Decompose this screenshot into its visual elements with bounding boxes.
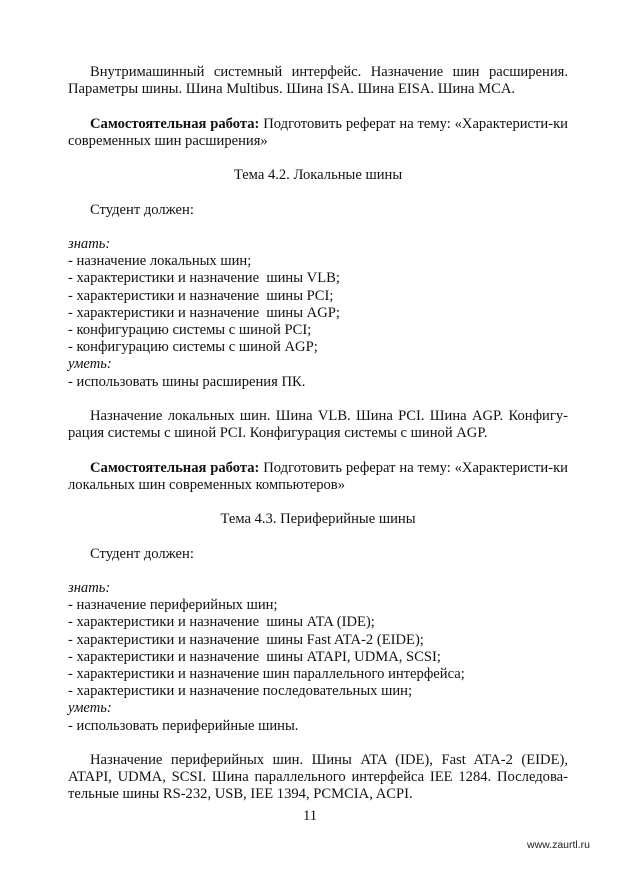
intro-paragraph: Внутримашинный системный интерфейс. Назначение шин расширения. Параметры шины. Шина Multibus. Шина ISA. Шина EISA. Шина MCA. [68, 64, 568, 98]
section-title: Тема 4.2. Локальные шины [233, 167, 403, 184]
can-label: уметь: [68, 700, 112, 717]
student-heading: Студент должен: [90, 201, 194, 218]
topic-paragraph: Назначение локальных шин. Шина VLB. Шина PCI. Шина AGP. Конфигу-рация системы с шиной PCI. Конфигурация системы с шиной AGP. [68, 407, 568, 442]
list-item: - использовать шины расширения ПК. [68, 373, 306, 390]
list-item: - характеристики и назначение шины VLB; [68, 270, 340, 287]
list-item: - конфигурацию системы с шиной PCI; [68, 321, 312, 338]
self-work-text: Подготовить реферат на тему: «Характеристи-ки современных шин расширения» [68, 115, 568, 149]
document-body [68, 64, 568, 804]
page-number: 11 [302, 808, 318, 824]
self-work-label: Самостоятельная работа: [90, 459, 260, 476]
student-heading: Студент должен: [90, 545, 194, 562]
self-work-label: Самостоятельная работа: [90, 115, 260, 132]
know-label: знать: [68, 579, 111, 596]
self-work-paragraph [68, 460, 568, 494]
self-work-paragraph [68, 116, 568, 150]
list-item: - характеристики и назначение шины AGP; [68, 304, 340, 321]
list-item: - характеристики и назначение последовательных шин; [68, 683, 413, 700]
list-item: - характеристики и назначение шины ATA (IDE); [68, 614, 375, 631]
section-title: Тема 4.3. Периферийные шины [220, 511, 416, 528]
know-list [68, 580, 568, 735]
list-item: - характеристики и назначение шины Fast ATA-2 (EIDE); [68, 631, 424, 648]
list-item: - назначение периферийных шин; [68, 597, 278, 614]
list-item: - характеристики и назначение шин параллельного интерфейса; [68, 665, 465, 682]
self-work-text: Подготовить реферат на тему: «Характеристи-ки локальных шин современных компьютеров» [68, 459, 568, 493]
know-list [68, 236, 568, 391]
list-item: - характеристики и назначение шины PCI; [68, 287, 334, 304]
list-item: - характеристики и назначение шины ATAPI, UDMA, SCSI; [68, 648, 441, 665]
list-item: - конфигурацию системы с шиной AGP; [68, 339, 318, 356]
list-item: - использовать периферийные шины. [68, 717, 299, 734]
can-label: уметь: [68, 356, 112, 373]
footer-url: www.zaurtl.ru [526, 839, 590, 851]
know-label: знать: [68, 235, 111, 252]
list-item: - назначение локальных шин; [68, 253, 252, 270]
topic-paragraph: Назначение периферийных шин. Шины ATA (IDE), Fast ATA-2 (EIDE), ATAPI, UDMA, SCSI. Шина параллельного интерфейса IEE 1284. Последова-тельные шины RS-232, USB, IEE 1394, PCMCIA, ACPI. [68, 751, 568, 803]
